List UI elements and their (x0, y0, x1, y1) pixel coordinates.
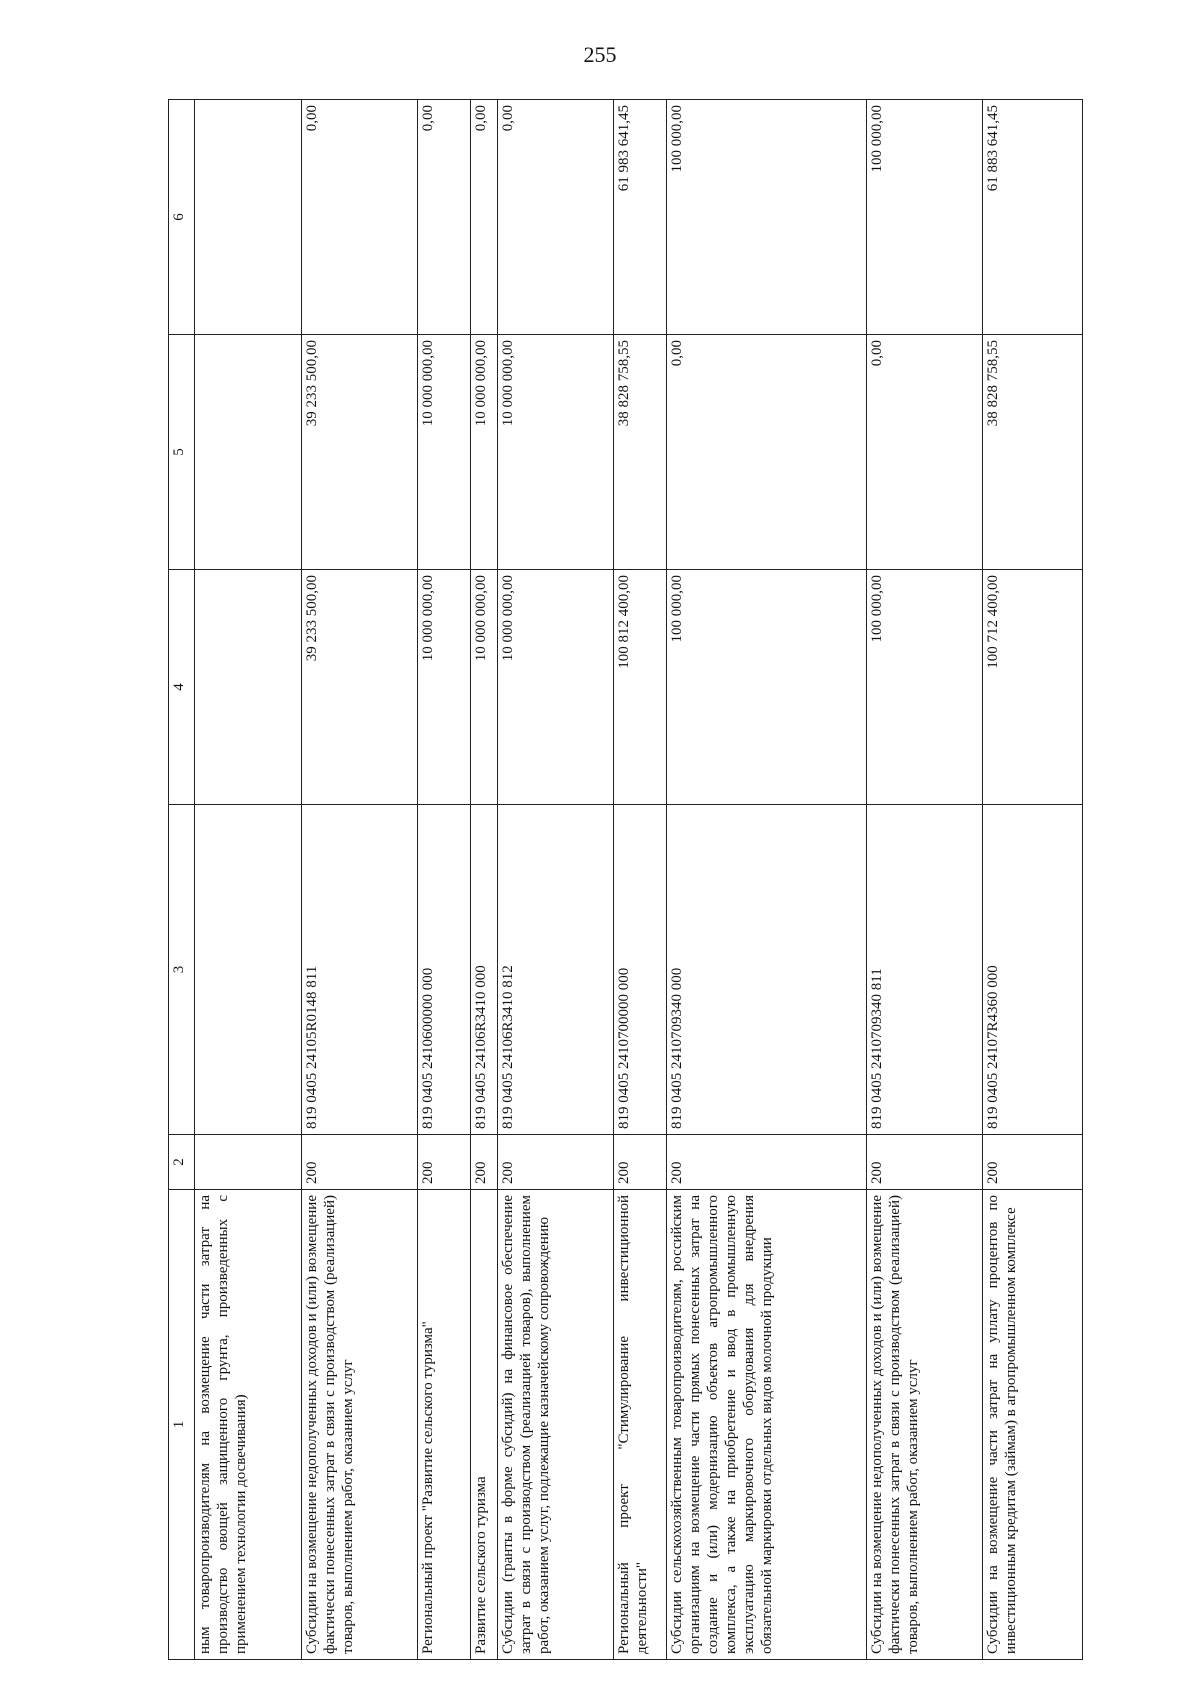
row-col5: 0,00 (866, 335, 982, 570)
table-row (866, 100, 982, 1660)
rotated-table-wrapper (168, 100, 1083, 1660)
row-code: 200 (497, 1135, 613, 1190)
row-col4: 10 000 000,00 (497, 570, 613, 805)
row-code: 200 (666, 1135, 866, 1190)
table-row (497, 100, 613, 1660)
row-col6: 100 000,00 (666, 100, 866, 335)
row-classification: 819 0405 24106R3410 812 (497, 805, 613, 1135)
row-col6: 0,00 (302, 100, 418, 335)
row-name: Региональный проект "Развитие сельского туризма" (417, 1190, 470, 1660)
row-classification: 819 0405 2410709340 000 (666, 805, 866, 1135)
row-name: Региональный проект "Стимулирование инвестиционной деятельности" (613, 1190, 666, 1660)
table-header-row (169, 100, 195, 1660)
row-code: 200 (417, 1135, 470, 1190)
table-row (471, 100, 498, 1660)
row-classification: 819 0405 2410700000 000 (613, 805, 666, 1135)
page-number: 255 (583, 42, 617, 67)
row-col5: 38 828 758,55 (613, 335, 666, 570)
row-classification (194, 805, 302, 1135)
row-classification: 819 0405 2410600000 000 (417, 805, 470, 1135)
header-cell-4: 4 (169, 570, 195, 805)
row-col5: 38 828 758,55 (982, 335, 1082, 570)
row-classification: 819 0405 24106R3410 000 (471, 805, 498, 1135)
row-col4: 100 000,00 (666, 570, 866, 805)
row-col6: 0,00 (471, 100, 498, 335)
row-classification: 819 0405 24107R4360 000 (982, 805, 1082, 1135)
row-name: ным товаропроизводителям на возмещение части затрат на производство овощей защищенного грунта, произведенных с применением технологии досвечивания) (194, 1190, 302, 1660)
header-cell-2: 2 (169, 1135, 195, 1190)
row-col5: 10 000 000,00 (471, 335, 498, 570)
row-code: 200 (866, 1135, 982, 1190)
row-name: Субсидии на возмещение части затрат на уплату процентов по инвестиционным кредитам (займам) в агропромышленном комплексе (982, 1190, 1082, 1660)
table-row (194, 100, 302, 1660)
header-cell-1: 1 (169, 1190, 195, 1660)
row-code: 200 (302, 1135, 418, 1190)
row-name: Развитие сельского туризма (471, 1190, 498, 1660)
row-name: Субсидии на возмещение недополученных доходов и (или) возмещение фактически понесенных затрат в связи с производством (реализацией) товаров, выполнением работ, оказанием услуг (302, 1190, 418, 1660)
header-cell-5: 5 (169, 335, 195, 570)
row-col4: 100 000,00 (866, 570, 982, 805)
row-col5 (194, 335, 302, 570)
budget-table (168, 99, 1083, 1660)
row-col5: 10 000 000,00 (497, 335, 613, 570)
row-col5: 39 233 500,00 (302, 335, 418, 570)
row-col6 (194, 100, 302, 335)
row-classification: 819 0405 2410709340 811 (866, 805, 982, 1135)
row-name: Субсидии на возмещение недополученных доходов и (или) возмещение фактически понесенных затрат в связи с производством (реализацией) товаров, выполнением работ, оказанием услуг (866, 1190, 982, 1660)
table-row (417, 100, 470, 1660)
row-col5: 0,00 (666, 335, 866, 570)
row-code (194, 1135, 302, 1190)
row-col4: 100 712 400,00 (982, 570, 1082, 805)
row-col6: 0,00 (417, 100, 470, 335)
header-cell-3: 3 (169, 805, 195, 1135)
header-cell-6: 6 (169, 100, 195, 335)
row-col6: 61 883 641,45 (982, 100, 1082, 335)
row-code: 200 (613, 1135, 666, 1190)
row-code: 200 (471, 1135, 498, 1190)
row-col6: 100 000,00 (866, 100, 982, 335)
row-code: 200 (982, 1135, 1082, 1190)
row-col4 (194, 570, 302, 805)
table-row (666, 100, 866, 1660)
row-name: Субсидии (гранты в форме субсидий) на финансовое обеспечение затрат в связи с производством (реализацией товаров), выполнением работ, оказанием услуг, подлежащие казначейскому сопровождению (497, 1190, 613, 1660)
row-col4: 39 233 500,00 (302, 570, 418, 805)
table-row (982, 100, 1082, 1660)
row-col4: 10 000 000,00 (417, 570, 470, 805)
row-col6: 61 983 641,45 (613, 100, 666, 335)
row-classification: 819 0405 24105R0148 811 (302, 805, 418, 1135)
row-col6: 0,00 (497, 100, 613, 335)
row-col5: 10 000 000,00 (417, 335, 470, 570)
table-row (302, 100, 418, 1660)
row-col4: 10 000 000,00 (471, 570, 498, 805)
table-row (613, 100, 666, 1660)
row-col4: 100 812 400,00 (613, 570, 666, 805)
row-name: Субсидии сельскохозяйственным товаропроизводителям, российским организациям на возмещение части прямых понесенных затрат на создание и (или) модернизацию объектов агропромышленного комплекса, а также на приобретение и ввод в промышленную эксплуатацию маркировочного оборудования для внедрения обязательной маркировки отдельных видов молочной продукции (666, 1190, 866, 1660)
